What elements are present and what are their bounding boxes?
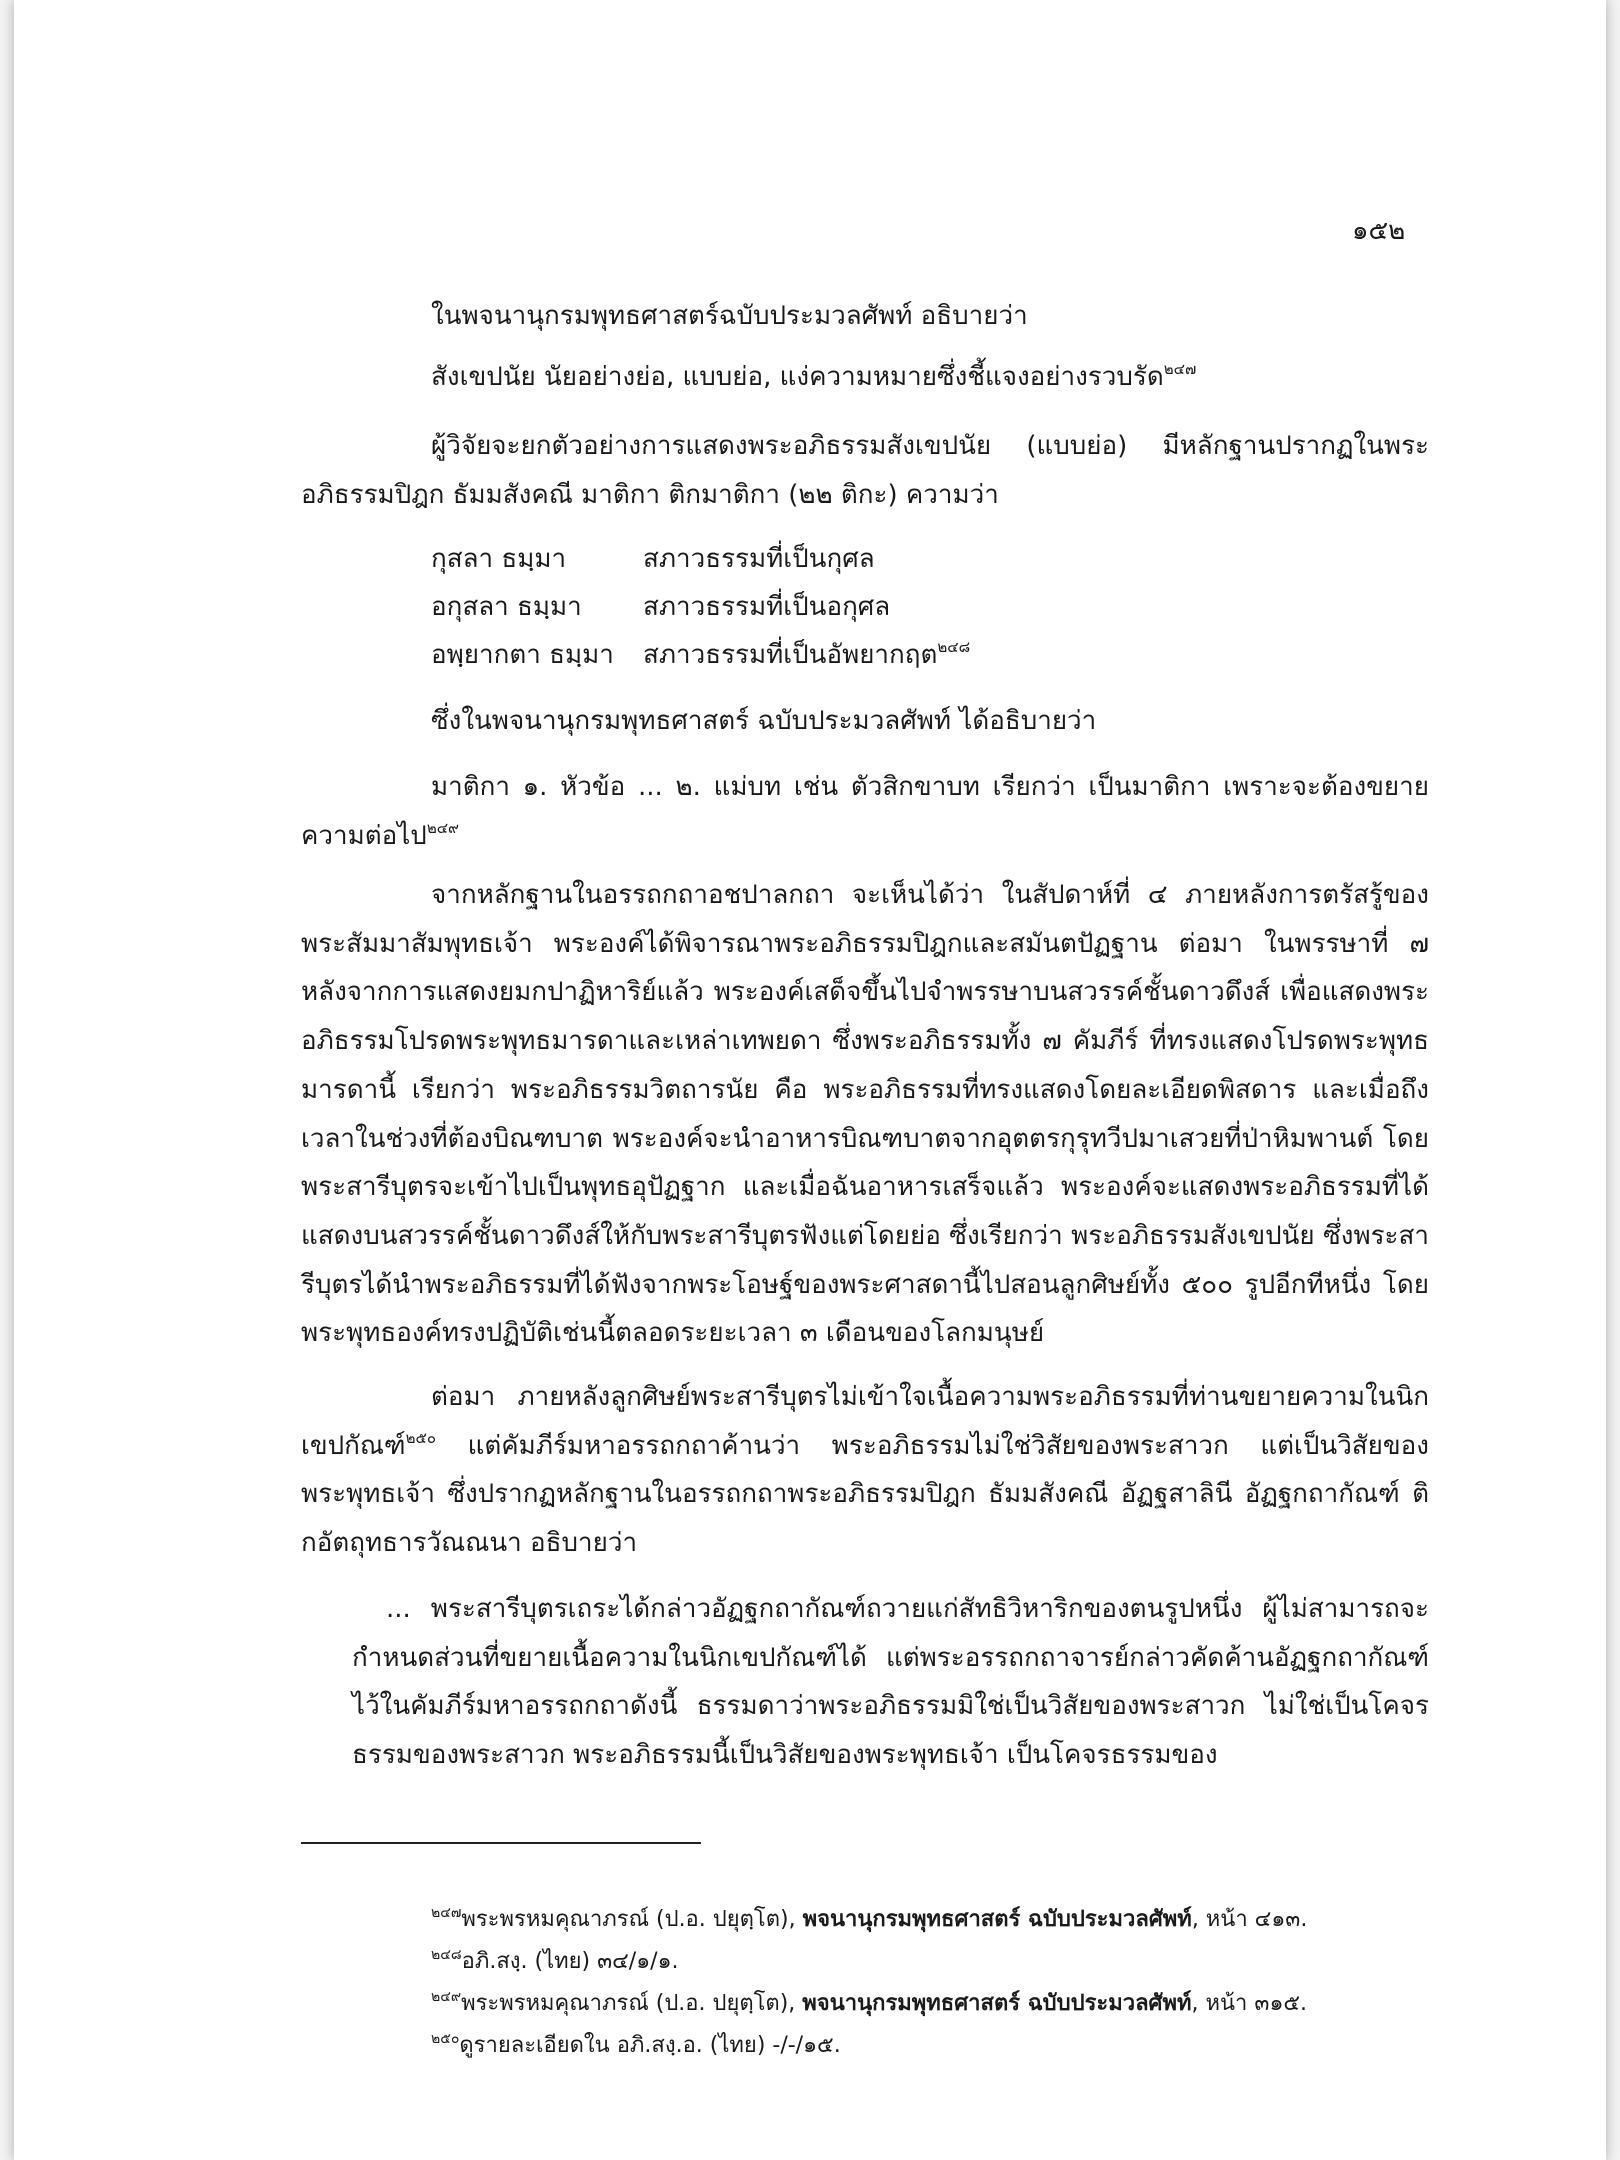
matika-meaning: สภาวธรรมที่เป็นอัพยากฤต	[643, 640, 938, 670]
footnote-number: ๒๔๙	[431, 1989, 462, 2005]
footnote-number: ๒๔๗	[431, 1905, 462, 1921]
footnote-ref: ๒๔๗	[1163, 360, 1197, 378]
block-quote	[352, 1585, 1429, 1779]
document-page	[14, 0, 1606, 2160]
paragraph-later	[301, 1373, 1429, 1568]
footnote: $^{๒๕๐}$ดูรายละเอียดใน อภิ.สงฺ.อ. (ไทย) -/-/๑๕.	[431, 2031, 841, 2058]
footnote-number: ๒๔๘	[431, 1947, 462, 1963]
definition-text: สังเขปนัย นัยอย่างย่อ, แบบย่อ, แง่ความหมายซึ่งชี้แจงอย่างรวบรัด	[431, 362, 1164, 392]
footnote-ref: ๒๕๐	[405, 1428, 437, 1447]
paragraph-example-intro	[301, 422, 1429, 519]
later-text-after: แต่คัมภีร์มหาอรรถกถาค้านว่า พระอภิธรรมไม่ใช่วิสัยของพระสาวก แต่เป็นวิสัยของพระพุทธเจ้า ซึ่งปรากฏหลักฐานในอรรถกถาพระอภิธรรมปิฎก ธัมมสังคณี อัฏฐสาลินี อัฏฐกถากัณฑ์ ติกอัตถุทธารวัณณนา อธิบายว่า	[301, 1430, 1429, 1559]
matika-term: กุสลา ธมฺมา	[431, 544, 567, 574]
matika-row	[431, 583, 890, 631]
matika-term: อพฺยากตา ธมฺมา	[431, 640, 614, 670]
matika-meaning: สภาวธรรมที่เป็นอกุศล	[643, 592, 891, 622]
footnote: $^{๒๔๗}$พระพรหมคุณาภรณ์ (ป.อ. ปยุตฺโต), พจนานุกรมพุทธศาสตร์ ฉบับประมวลศัพท์, หน้า ๔๑๓.	[431, 1905, 1308, 1932]
paragraph-definition-sankhepanaya	[431, 353, 1196, 401]
page-number: ๑๕๒	[1352, 216, 1406, 246]
paragraph-dictionary-intro: ในพจนานุกรมพุทธศาสตร์ฉบับประมวลศัพท์ อธิบายว่า	[431, 301, 1028, 331]
matika-row	[431, 631, 970, 679]
evidence-text: จากหลักฐานในอรรถกถาอชปาลกถา จะเห็นได้ว่า ในสัปดาห์ที่ ๔ ภายหลังการตรัสรู้ของพระสัมมาสัมพุทธเจ้า พระองค์ได้พิจารณาพระอภิธรรมปิฎกและสมันตปัฏฐาน ต่อมา ในพรรษาที่ ๗ หลังจากการแสดงยมกปาฏิหาริย์แล้ว พระองค์เสด็จขึ้นไปจำพรรษาบนสวรรค์ชั้นดาวดึงส์ เพื่อแสดงพระอภิธรรมโปรดพระพุทธมารดาและเหล่าเทพยดา ซึ่งพระอภิธรรมทั้ง ๗ คัมภีร์ ที่ทรงแสดงโปรดพระพุทธมารดานี้ เรียกว่า พระอภิธรรมวิตถารนัย คือ พระอภิธรรมที่ทรงแสดงโดยละเอียดพิสดาร และเมื่อถึงเวลาในช่วงที่ต้องบิณฑบาต พระองค์จะนำอาหารบิณฑบาตจากอุตตรกุรุทวีปมาเสวยที่ป่าหิมพานต์ โดยพระสารีบุตรจะเข้าไปเป็นพุทธอุปัฏฐาก และเมื่อฉันอาหารเสร็จแล้ว พระองค์จะแสดงพระอภิธรรมที่ได้แสดงบนสวรรค์ชั้นดาวดึงส์ให้กับพระสารีบุตรฟังแต่โดยย่อ ซึ่งเรียกว่า พระอภิธรรมสังเขปนัย ซึ่งพระสารีบุตรได้นำพระอภิธรรมที่ได้ฟังจากพระโอษฐ์ของพระศาสดานี้ไปสอนลูกศิษย์ทั้ง ๕๐๐ รูปอีกทีหนึ่ง โดยพระพุทธองค์ทรงปฏิบัติเช่นนี้ตลอดระยะเวลา ๓ เดือนของโลกมนุษย์	[301, 880, 1429, 1349]
footnote-number: ๒๕๐	[431, 2031, 460, 2047]
matika-row	[431, 535, 875, 583]
matika-definition-text: มาติกา ๑. หัวข้อ ... ๒. แม่บท เช่น ตัวสิกขาบท เรียกว่า เป็นมาติกา เพราะจะต้องขยายความต่อไป	[301, 772, 1429, 851]
footnote-divider	[301, 1842, 701, 1844]
footnote-ref: ๒๔๙	[426, 818, 460, 837]
paragraph-dictionary-explains: ซึ่งในพจนานุกรมพุทธศาสตร์ ฉบับประมวลศัพท์ ได้อธิบายว่า	[431, 706, 1097, 736]
later-text-before: ต่อมา ภายหลังลูกศิษย์พระสารีบุตรไม่เข้าใจเนื้อความพระอภิธรรมที่ท่านขยายความในนิกเขปกัณฑ์	[301, 1382, 1429, 1461]
quote-text: ... พระสารีบุตรเถระได้กล่าวอัฏฐกถากัณฑ์ถวายแก่สัทธิวิหาริกของตนรูปหนึ่ง ผู้ไม่สามารถจะกำหนดส่วนที่ขยายเนื้อความในนิกเขปกัณฑ์ได้ แต่พระอรรถกถาจารย์กล่าวคัดค้านอัฏฐกถากัณฑ์ไว้ในคัมภีร์มหาอรรถกถาดังนี้ ธรรมดาว่าพระอภิธรรมมิใช่เป็นวิสัยของพระสาวก ไม่ใช่เป็นโคจรธรรมของพระสาวก พระอภิธรรมนี้เป็นวิสัยของพระพุทธเจ้า เป็นโคจรธรรมของ	[352, 1594, 1429, 1770]
example-intro-text: ผู้วิจัยจะยกตัวอย่างการแสดงพระอภิธรรมสังเขปนัย (แบบย่อ) มีหลักฐานปรากฏในพระอภิธรรมปิฎก ธัมมสังคณี มาติกา ติกมาติกา (๒๒ ติกะ) ความว่า	[301, 431, 1429, 510]
footnote: $^{๒๔๘}$อภิ.สงฺ. (ไทย) ๓๔/๑/๑.	[431, 1947, 679, 1974]
matika-meaning: สภาวธรรมที่เป็นกุศล	[643, 544, 875, 574]
paragraph-matika-definition	[301, 763, 1429, 860]
matika-term: อกุสลา ธมฺมา	[431, 592, 582, 622]
footnote: $^{๒๔๙}$พระพรหมคุณาภรณ์ (ป.อ. ปยุตฺโต), พจนานุกรมพุทธศาสตร์ ฉบับประมวลศัพท์, หน้า ๓๑๕.	[431, 1989, 1308, 2016]
paragraph-evidence	[301, 871, 1429, 1358]
footnote-ref: ๒๔๘	[937, 638, 971, 656]
